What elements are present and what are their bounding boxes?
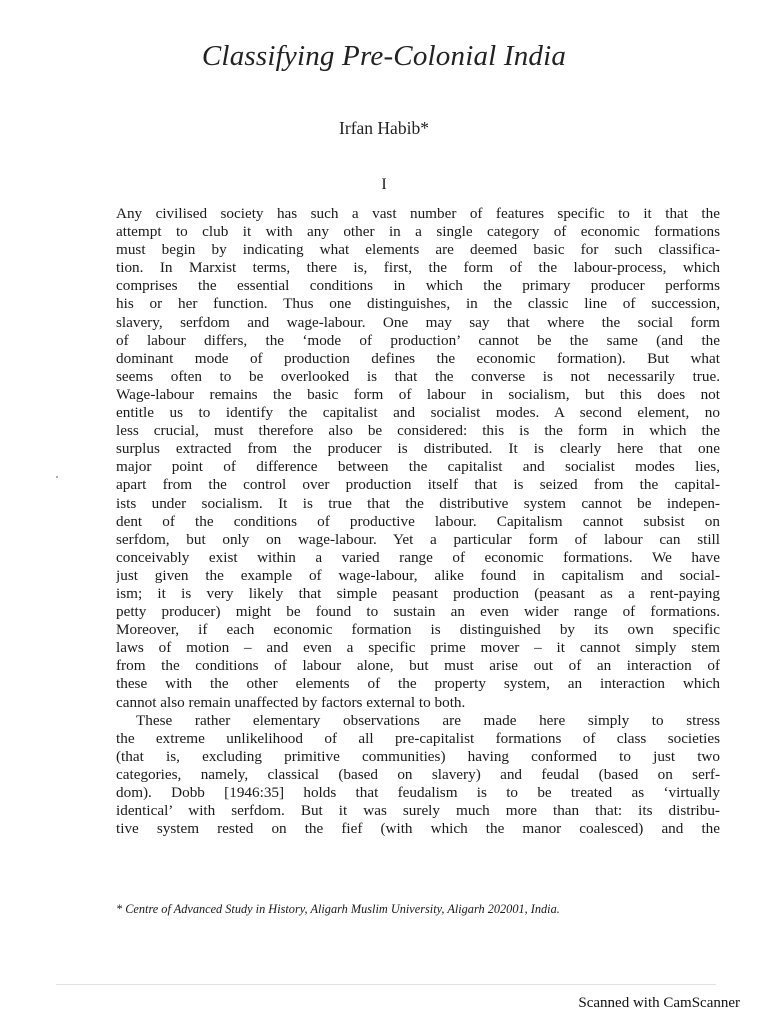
body-line: Wage-labour remains the basic form of labour in socialism, but this does not (116, 385, 720, 403)
body-line: seems often to be overlooked is that the converse is not necessarily true. (116, 367, 720, 385)
article-body (116, 205, 720, 838)
body-line: conceivably exist within a varied range of economic formations. We have (116, 548, 720, 566)
body-line: these with the other elements of the property system, an interaction which (116, 675, 720, 693)
body-line: categories, namely, classical (based on slavery) and feudal (based on serf- (116, 765, 720, 783)
body-line: tion. In Marxist terms, there is, first, the form of the labour-process, which (116, 259, 720, 277)
body-line: from the conditions of labour alone, but must arise out of an interaction of (116, 657, 720, 675)
article-title: Classifying Pre-Colonial India (201, 40, 567, 72)
body-line: These rather elementary observations are made here simply to stress (136, 711, 720, 729)
body-line: Any civilised society has such a vast number of features specific to it that the (116, 205, 720, 222)
watermark-divider (56, 984, 716, 985)
body-line: less crucial, must therefore also be considered: this is the form in which the (116, 422, 720, 440)
body-line: of labour differs, the ‘mode of production’ cannot be the same (and the (116, 331, 720, 349)
body-line: ism; it is very likely that simple peasant production (peasant as a rent-paying (116, 584, 720, 602)
body-line: identical’ with serfdom. But it was surely much more than that: its distribu- (116, 802, 720, 820)
body-line: petty producer) might be found to sustain an even wider range of formations. (116, 603, 720, 621)
body-line: must begin by indicating what elements are deemed basic for such classifica- (116, 241, 720, 259)
body-line: attempt to club it with any other in a single category of economic formations (116, 223, 720, 241)
body-line: tive system rested on the fief (with which the manor coalesced) and the (116, 820, 720, 838)
section-number: I (381, 176, 387, 193)
article-author: Irfan Habib* (339, 118, 429, 138)
body-line: dent of the conditions of productive labour. Capitalism cannot subsist on (116, 512, 720, 530)
scan-speck (56, 476, 58, 478)
body-line: dom). Dobb [1946:35] holds that feudalism is to be treated as ‘virtually (116, 784, 720, 801)
body-line: surplus extracted from the producer is distributed. It is clearly here that one (116, 440, 720, 458)
author-affiliation-footnote: * Centre of Advanced Study in History, Aligarh Muslim University, Aligarh 202001, India. (116, 902, 560, 916)
body-line: cannot also remain unaffected by factors external to both. (116, 693, 466, 711)
body-line: apart from the control over production itself that is seized from the capital- (116, 476, 720, 494)
body-line: comprises the essential conditions in which the primary producer performs (116, 277, 720, 295)
body-line: just given the example of wage-labour, alike found in capitalism and social- (116, 566, 720, 584)
body-line: entitle us to identify the capitalist and socialist modes. A second element, no (116, 404, 720, 422)
body-line: major point of difference between the capitalist and socialist modes lies, (116, 458, 720, 476)
body-line: serfdom, but only on wage-labour. Yet a particular form of labour can still (116, 530, 720, 548)
body-line: the extreme unlikelihood of all pre-capitalist formations of class societies (116, 729, 720, 747)
body-line: laws of motion – and even a specific prime mover – it cannot simply stem (116, 639, 720, 657)
body-line: slavery, serfdom and wage-labour. One may say that where the social form (116, 313, 720, 331)
body-line: his or her function. Thus one distinguishes, in the classic line of succession, (116, 295, 720, 313)
body-line: Moreover, if each economic formation is distinguished by its own specific (116, 621, 720, 639)
scanner-watermark: Scanned with CamScanner (578, 995, 740, 1011)
body-line: (that is, excluding primitive communities) having conformed to just two (116, 747, 720, 765)
body-line: ists under socialism. It is true that the distributive system cannot be indepen- (116, 494, 720, 512)
body-line: dominant mode of production defines the economic formation). But what (116, 349, 720, 367)
